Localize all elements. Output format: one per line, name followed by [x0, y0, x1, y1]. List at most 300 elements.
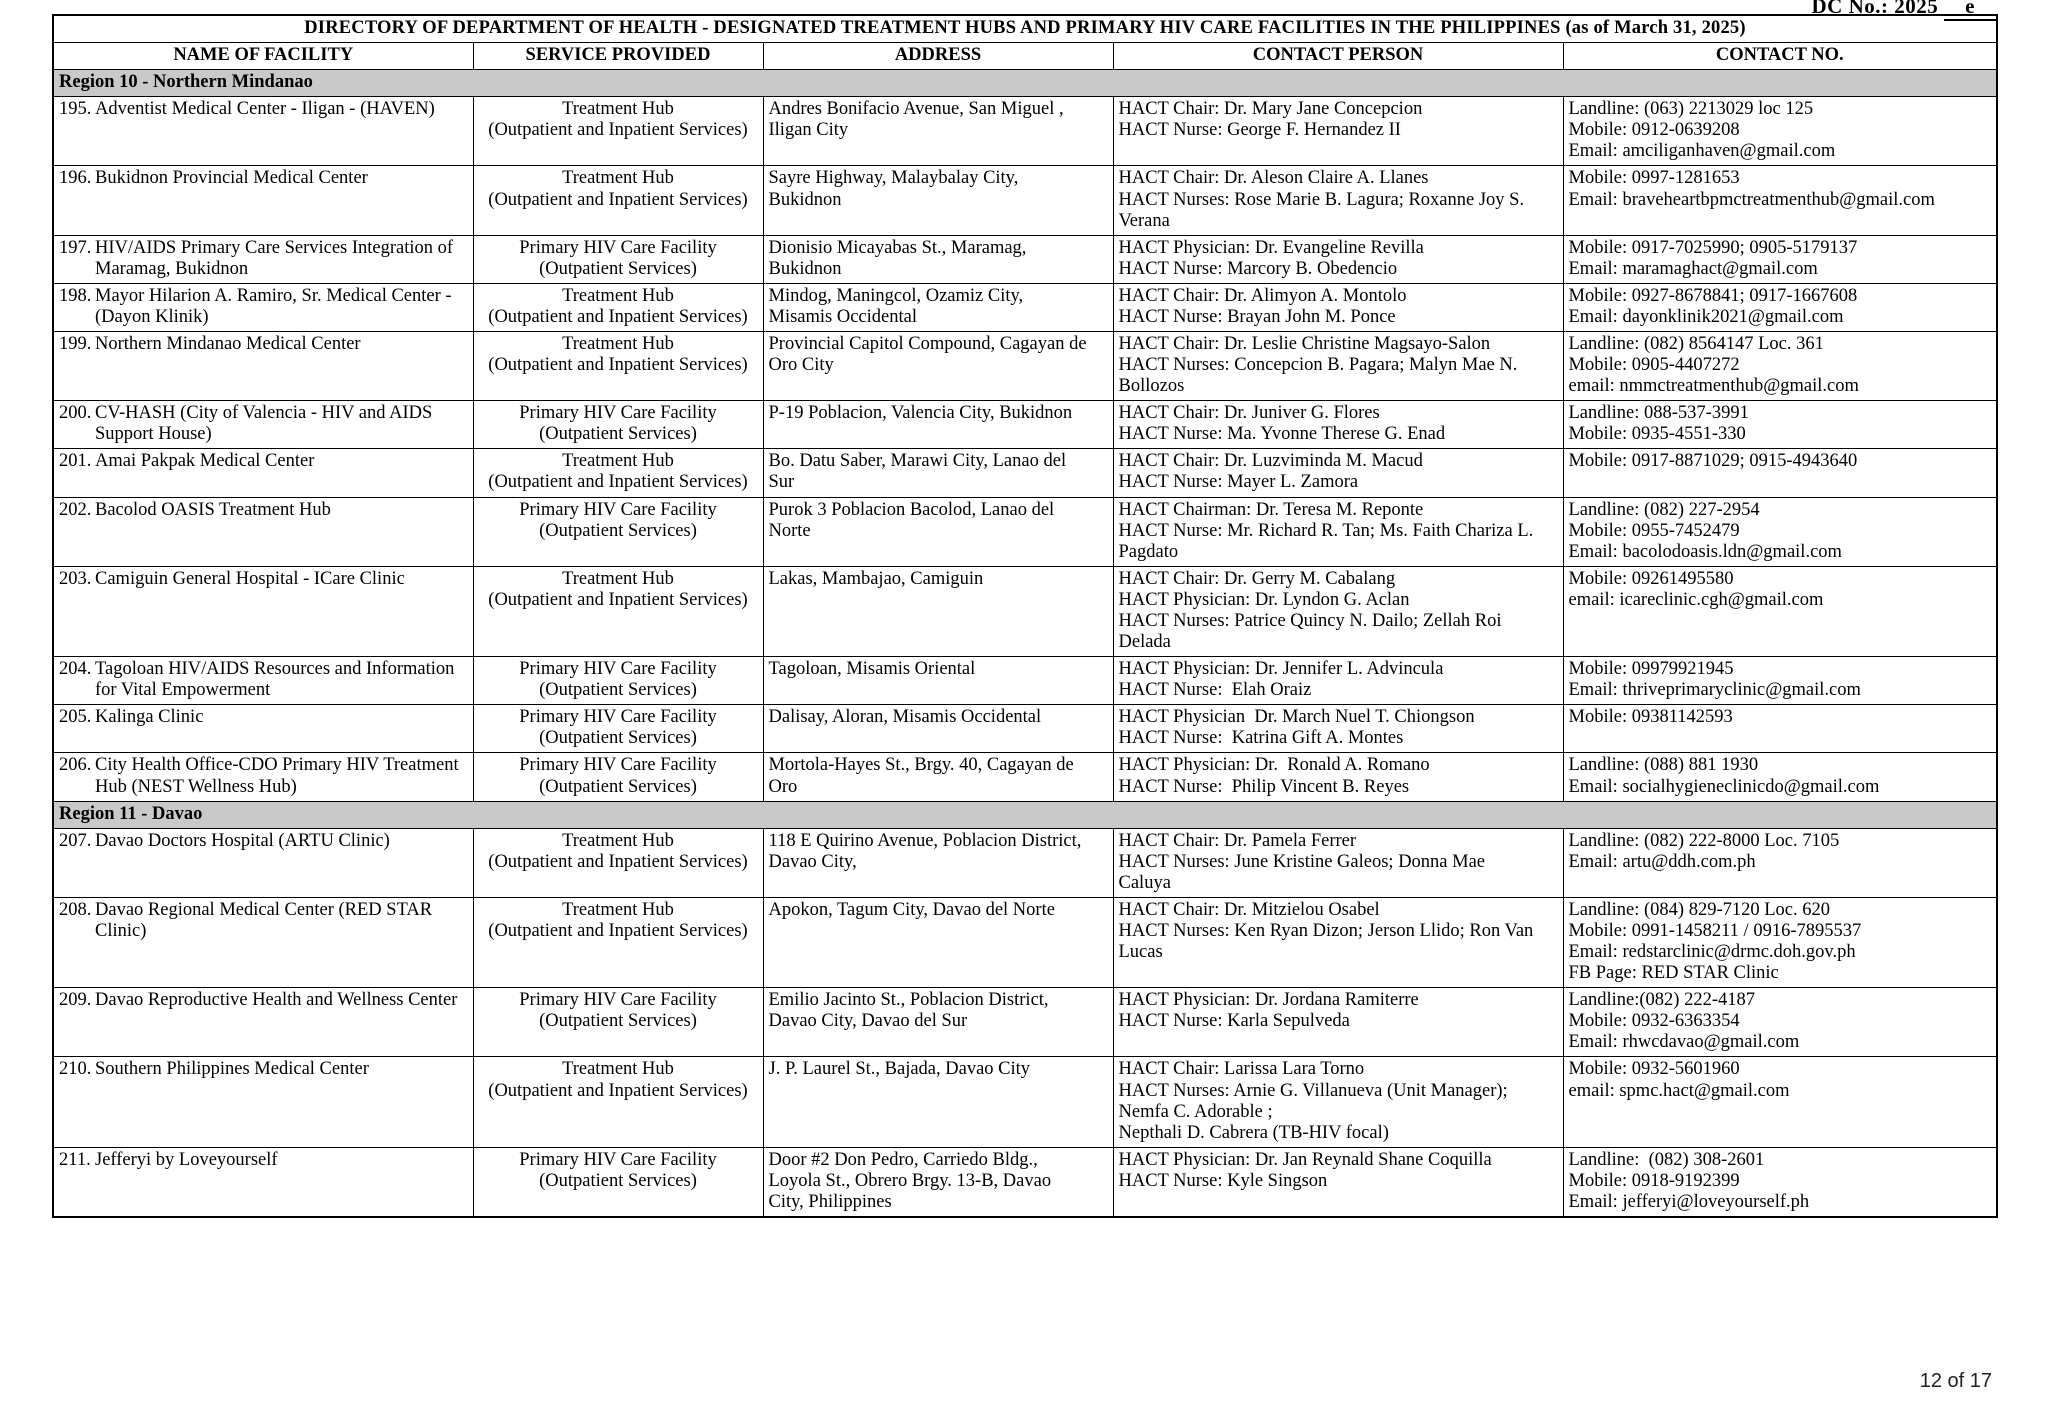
service-provided-cell-line: (Outpatient and Inpatient Services) [488, 589, 748, 610]
contact-person-cell-line: Lucas [1118, 942, 1163, 963]
facility-name: Davao Reproductive Health and Wellness Center [95, 990, 458, 1011]
service-provided-cell [473, 97, 763, 166]
contact-no-cell [1563, 988, 1997, 1057]
contact-no-cell [1563, 166, 1997, 235]
facility-name: Camiguin General Hospital - ICare Clinic [95, 568, 405, 589]
contact-no-cell-line: FB Page: RED STAR Clinic [1568, 963, 1779, 984]
contact-person-cell-line: HACT Physician Dr. March Nuel T. Chiongson [1118, 707, 1475, 728]
contact-person-cell [1113, 166, 1563, 235]
facility-name: HIV/AIDS Primary Care Services Integration of Maramag, Bukidnon [95, 237, 454, 279]
service-provided-cell [473, 1147, 763, 1217]
facility-number: 204. [59, 659, 92, 680]
facility-name: Adventist Medical Center - Iligan - (HAVEN) [95, 99, 435, 120]
contact-no-cell-line: Landline: (082) 308-2601 [1568, 1149, 1765, 1170]
contact-person-cell-line: HACT Nurse: Karla Sepulveda [1118, 1011, 1350, 1032]
table-header-row [53, 43, 1997, 70]
address-cell-line: P-19 Poblacion, Valencia City, Bukidnon [768, 403, 1073, 424]
contact-no-cell-line: Mobile: 0912-0639208 [1568, 120, 1740, 141]
service-provided-cell [473, 1057, 763, 1147]
contact-person-cell-line: HACT Nurses: Arnie G. Villanueva (Unit Manager); [1118, 1080, 1508, 1101]
facility-name: City Health Office-CDO Primary HIV Treatment Hub (NEST Wellness Hub) [95, 755, 459, 797]
facility-name: Amai Pakpak Medical Center [95, 451, 315, 472]
address-cell-line: Provincial Capitol Compound, Cagayan de [768, 334, 1087, 355]
contact-person-cell-line: Delada [1118, 632, 1171, 653]
contact-no-cell [1563, 283, 1997, 331]
address-cell-line: 118 E Quirino Avenue, Poblacion District, [768, 830, 1082, 851]
contact-person-cell-line: HACT Chair: Dr. Gerry M. Cabalang [1118, 568, 1396, 589]
address-cell [763, 1057, 1113, 1147]
contact-person-cell-line: HACT Nurses: Ken Ryan Dizon; Jerson Llido; Ron Van [1118, 920, 1534, 941]
contact-no-cell-line: Landline: (084) 829-7120 Loc. 620 [1568, 899, 1831, 920]
contact-person-cell [1113, 828, 1563, 897]
service-provided-cell-line: (Outpatient and Inpatient Services) [488, 472, 748, 493]
address-cell [763, 332, 1113, 401]
service-provided-cell [473, 657, 763, 705]
contact-person-cell-line: HACT Nurse: Elah Oraiz [1118, 680, 1312, 701]
facility-number: 206. [59, 755, 92, 776]
address-cell-line: Misamis Occidental [768, 306, 917, 327]
address-cell-line: Dalisay, Aloran, Misamis Occidental [768, 707, 1042, 728]
facility-number: 210. [59, 1059, 92, 1080]
address-cell [763, 753, 1113, 801]
table-row [53, 166, 1997, 235]
table-row [53, 988, 1997, 1057]
contact-no-cell-line: Mobile: 0997-1281653 [1568, 168, 1740, 189]
contact-person-cell-line: HACT Chair: Dr. Luzviminda M. Macud [1118, 451, 1423, 472]
service-provided-cell-line: (Outpatient Services) [539, 1170, 697, 1191]
contact-person-cell-line: HACT Chair: Dr. Juniver G. Flores [1118, 403, 1380, 424]
table-title-row [53, 15, 1997, 43]
table-row [53, 235, 1997, 283]
contact-no-cell-line: Email: dayonklinik2021@gmail.com [1568, 306, 1844, 327]
service-provided-cell [473, 497, 763, 566]
contact-person-cell [1113, 753, 1563, 801]
contact-person-cell-line: HACT Chair: Dr. Mitzielou Osabel [1118, 899, 1380, 920]
contact-no-cell-line: Mobile: 09381142593 [1568, 707, 1733, 728]
contact-no-cell-line: Email: artu@ddh.com.ph [1568, 851, 1756, 872]
contact-no-cell-line: Mobile: 0991-1458211 / 0916-7895537 [1568, 920, 1862, 941]
col-header-contact-person: CONTACT PERSON [1113, 43, 1563, 70]
facility-name-cell [53, 401, 473, 449]
facility-name: Jefferyi by Loveyourself [95, 1149, 278, 1170]
address-cell [763, 166, 1113, 235]
service-provided-cell-line: Primary HIV Care Facility [519, 403, 717, 424]
contact-person-cell [1113, 332, 1563, 401]
contact-person-cell-line: HACT Chair: Dr. Mary Jane Concepcion [1118, 99, 1423, 120]
facility-name: CV-HASH (City of Valencia - HIV and AIDS Support House) [95, 403, 433, 445]
address-cell-line: Purok 3 Poblacion Bacolod, Lanao del [768, 499, 1055, 520]
contact-person-cell-line: HACT Physician: Dr. Jan Reynald Shane Coquilla [1118, 1149, 1492, 1170]
facility-number: 198. [59, 285, 92, 306]
service-provided-cell-line: (Outpatient and Inpatient Services) [488, 1080, 748, 1101]
contact-no-cell [1563, 897, 1997, 987]
contact-person-cell-line: HACT Physician: Dr. Jennifer L. Advincula [1118, 659, 1444, 680]
address-cell-line: J. P. Laurel St., Bajada, Davao City [768, 1059, 1031, 1080]
facility-name-cell [53, 753, 473, 801]
service-provided-cell-line: (Outpatient and Inpatient Services) [488, 355, 748, 376]
address-cell [763, 828, 1113, 897]
contact-no-cell [1563, 235, 1997, 283]
contact-no-cell-line: Email: rhwcdavao@gmail.com [1568, 1032, 1800, 1053]
address-cell-line: Dionisio Micayabas St., Maramag, [768, 237, 1027, 258]
service-provided-cell-line: (Outpatient and Inpatient Services) [488, 189, 748, 210]
address-cell-line: Davao City, [768, 851, 857, 872]
address-cell-line: Bukidnon [768, 189, 842, 210]
service-provided-cell-line: Treatment Hub [562, 99, 674, 120]
service-provided-cell-line: Primary HIV Care Facility [519, 237, 717, 258]
contact-no-cell [1563, 753, 1997, 801]
address-cell-line: Oro [768, 776, 798, 797]
contact-no-cell-line: Landline: 088-537-3991 [1568, 403, 1749, 424]
service-provided-cell [473, 449, 763, 497]
service-provided-cell-line: Primary HIV Care Facility [519, 755, 717, 776]
page-footer: 12 of 17 [1919, 1370, 1992, 1392]
contact-no-cell-line: Mobile: 09979921945 [1568, 659, 1734, 680]
address-cell [763, 1147, 1113, 1217]
facility-name-cell [53, 897, 473, 987]
contact-no-cell-line: Email: bacolodoasis.ldn@gmail.com [1568, 541, 1842, 562]
facility-name: Davao Doctors Hospital (ARTU Clinic) [95, 830, 390, 851]
facility-number: 208. [59, 899, 92, 920]
directory-table-body [53, 15, 1997, 1217]
facility-name: Mayor Hilarion A. Ramiro, Sr. Medical Center - (Dayon Klinik) [95, 285, 452, 327]
facility-name-cell [53, 166, 473, 235]
contact-no-cell-line: Landline: (082) 8564147 Loc. 361 [1568, 334, 1824, 355]
service-provided-cell-line: Treatment Hub [562, 285, 674, 306]
contact-person-cell-line: HACT Nurses: June Kristine Galeos; Donna Mae [1118, 851, 1486, 872]
service-provided-cell [473, 332, 763, 401]
table-row [53, 401, 1997, 449]
contact-person-cell-line: Caluya [1118, 872, 1171, 893]
address-cell [763, 566, 1113, 656]
contact-person-cell-line: HACT Nurse: Philip Vincent B. Reyes [1118, 776, 1410, 797]
contact-person-cell [1113, 497, 1563, 566]
contact-person-cell-line: Nemfa C. Adorable ; [1118, 1101, 1273, 1122]
contact-person-cell-line: HACT Nurse: George F. Hernandez II [1118, 120, 1401, 141]
service-provided-cell-line: (Outpatient Services) [539, 424, 697, 445]
facility-name-cell [53, 657, 473, 705]
facility-name-cell [53, 449, 473, 497]
table-row [53, 1057, 1997, 1147]
contact-no-cell-line: Landline: (082) 222-8000 Loc. 7105 [1568, 830, 1840, 851]
service-provided-cell-line: (Outpatient Services) [539, 1011, 697, 1032]
contact-person-cell-line: Bollozos [1118, 376, 1185, 397]
contact-person-cell [1113, 283, 1563, 331]
contact-person-cell-line: HACT Chair: Dr. Pamela Ferrer [1118, 830, 1357, 851]
contact-person-cell-line: Nepthali D. Cabrera (TB-HIV focal) [1118, 1122, 1389, 1143]
contact-no-cell [1563, 449, 1997, 497]
facility-name-cell [53, 988, 473, 1057]
contact-person-cell-line: HACT Nurses: Concepcion B. Pagara; Malyn Mae N. [1118, 355, 1518, 376]
contact-person-cell-line: HACT Physician: Dr. Jordana Ramiterre [1118, 990, 1419, 1011]
contact-no-cell-line: Mobile: 0935-4551-330 [1568, 424, 1746, 445]
contact-person-cell [1113, 705, 1563, 753]
contact-no-cell-line: Mobile: 0932-6363354 [1568, 1011, 1740, 1032]
contact-no-cell-line: Email: socialhygieneclinicdo@gmail.com [1568, 776, 1880, 797]
facility-name: Bukidnon Provincial Medical Center [95, 168, 368, 189]
service-provided-cell [473, 235, 763, 283]
address-cell-line: Mortola-Hayes St., Brgy. 40, Cagayan de [768, 755, 1074, 776]
facility-name-cell [53, 235, 473, 283]
address-cell [763, 235, 1113, 283]
region-header-label: Region 11 - Davao [53, 801, 1997, 828]
service-provided-cell-line: (Outpatient and Inpatient Services) [488, 306, 748, 327]
table-row [53, 705, 1997, 753]
service-provided-cell [473, 166, 763, 235]
directory-table [52, 14, 1998, 1218]
table-row [53, 657, 1997, 705]
facility-name-cell [53, 566, 473, 656]
contact-person-cell-line: HACT Nurse: Marcory B. Obedencio [1118, 258, 1398, 279]
col-header-address: ADDRESS [763, 43, 1113, 70]
contact-person-cell-line: HACT Nurses: Rose Marie B. Lagura; Roxanne Joy S. [1118, 189, 1525, 210]
service-provided-cell [473, 566, 763, 656]
facility-name: Northern Mindanao Medical Center [95, 334, 361, 355]
contact-person-cell [1113, 657, 1563, 705]
service-provided-cell-line: Treatment Hub [562, 899, 674, 920]
address-cell-line: Sayre Highway, Malaybalay City, [768, 168, 1019, 189]
facility-number: 196. [59, 168, 92, 189]
address-cell-line: Lakas, Mambajao, Camiguin [768, 568, 984, 589]
contact-person-cell-line: HACT Nurse: Mr. Richard R. Tan; Ms. Faith Chariza L. [1118, 520, 1534, 541]
region-header-row [53, 801, 1997, 828]
facility-name-cell [53, 828, 473, 897]
service-provided-cell-line: (Outpatient and Inpatient Services) [488, 920, 748, 941]
facility-name-cell [53, 332, 473, 401]
address-cell-line: City, Philippines [768, 1191, 892, 1212]
contact-no-cell-line: Mobile: 0927-8678841; 0917-1667608 [1568, 285, 1858, 306]
table-row [53, 449, 1997, 497]
table-row [53, 332, 1997, 401]
table-row [53, 283, 1997, 331]
service-provided-cell-line: Primary HIV Care Facility [519, 1149, 717, 1170]
region-header-label: Region 10 - Northern Mindanao [53, 70, 1997, 97]
contact-person-cell-line: HACT Nurse: Ma. Yvonne Therese G. Enad [1118, 424, 1446, 445]
service-provided-cell-line: Treatment Hub [562, 1059, 674, 1080]
address-cell-line: Mindog, Maningcol, Ozamiz City, [768, 285, 1024, 306]
contact-person-cell-line: HACT Chair: Larissa Lara Torno [1118, 1059, 1365, 1080]
col-header-name: NAME OF FACILITY [53, 43, 473, 70]
contact-no-cell [1563, 497, 1997, 566]
service-provided-cell-line: Treatment Hub [562, 830, 674, 851]
address-cell-line: Davao City, Davao del Sur [768, 1011, 968, 1032]
contact-no-cell-line: Landline: (063) 2213029 loc 125 [1568, 99, 1814, 120]
address-cell-line: Apokon, Tagum City, Davao del Norte [768, 899, 1055, 920]
doc-code-box: e [1944, 0, 1996, 21]
col-header-contact-no: CONTACT NO. [1563, 43, 1997, 70]
contact-no-cell-line: email: spmc.hact@gmail.com [1568, 1080, 1790, 1101]
service-provided-cell-line: Treatment Hub [562, 451, 674, 472]
contact-person-cell [1113, 449, 1563, 497]
facility-number: 203. [59, 568, 92, 589]
facility-number: 199. [59, 334, 92, 355]
contact-no-cell [1563, 705, 1997, 753]
address-cell [763, 988, 1113, 1057]
contact-person-cell-line: HACT Nurse: Brayan John M. Ponce [1118, 306, 1396, 327]
contact-no-cell [1563, 97, 1997, 166]
service-provided-cell-line: Primary HIV Care Facility [519, 659, 717, 680]
address-cell-line: Loyola St., Obrero Brgy. 13-B, Davao [768, 1170, 1052, 1191]
facility-name-cell [53, 1147, 473, 1217]
contact-no-cell [1563, 657, 1997, 705]
service-provided-cell-line: (Outpatient and Inpatient Services) [488, 120, 748, 141]
contact-no-cell-line: Mobile: 0918-9192399 [1568, 1170, 1740, 1191]
facility-name: Kalinga Clinic [95, 707, 204, 728]
table-row [53, 1147, 1997, 1217]
contact-no-cell-line: Email: thriveprimaryclinic@gmail.com [1568, 680, 1861, 701]
contact-no-cell-line: Mobile: 0905-4407272 [1568, 355, 1740, 376]
contact-person-cell-line: HACT Chair: Dr. Aleson Claire A. Llanes [1118, 168, 1429, 189]
address-cell [763, 97, 1113, 166]
contact-person-cell [1113, 1147, 1563, 1217]
contact-person-cell-line: Pagdato [1118, 541, 1179, 562]
address-cell-line: Emilio Jacinto St., Poblacion District, [768, 990, 1049, 1011]
contact-no-cell [1563, 566, 1997, 656]
service-provided-cell [473, 283, 763, 331]
table-row [53, 497, 1997, 566]
doc-code-prefix: DC No.: 2025 [1811, 0, 1939, 18]
address-cell-line: Bo. Datu Saber, Marawi City, Lanao del [768, 451, 1067, 472]
facility-name: Bacolod OASIS Treatment Hub [95, 499, 331, 520]
contact-no-cell-line: Landline: (082) 227-2954 [1568, 499, 1760, 520]
contact-person-cell-line: HACT Chairman: Dr. Teresa M. Reponte [1118, 499, 1424, 520]
contact-person-cell-line: HACT Nurse: Mayer L. Zamora [1118, 472, 1359, 493]
address-cell [763, 449, 1113, 497]
address-cell-line: Tagoloan, Misamis Oriental [768, 659, 976, 680]
facility-number: 200. [59, 403, 92, 424]
contact-person-cell-line: Verana [1118, 210, 1170, 231]
contact-person-cell-line: HACT Nurse: Kyle Singson [1118, 1170, 1328, 1191]
contact-no-cell-line: Landline: (088) 881 1930 [1568, 755, 1759, 776]
service-provided-cell-line: (Outpatient and Inpatient Services) [488, 851, 748, 872]
address-cell [763, 705, 1113, 753]
contact-no-cell [1563, 332, 1997, 401]
contact-no-cell-line: Email: maramaghact@gmail.com [1568, 258, 1818, 279]
service-provided-cell-line: Primary HIV Care Facility [519, 707, 717, 728]
service-provided-cell-line: (Outpatient Services) [539, 776, 697, 797]
facility-name: Tagoloan HIV/AIDS Resources and Information for Vital Empowerment [95, 659, 455, 701]
address-cell [763, 497, 1113, 566]
contact-person-cell-line: HACT Physician: Dr. Lyndon G. Aclan [1118, 589, 1410, 610]
service-provided-cell-line: Primary HIV Care Facility [519, 499, 717, 520]
service-provided-cell-line: (Outpatient Services) [539, 680, 697, 701]
contact-no-cell-line: Email: redstarclinic@drmc.doh.gov.ph [1568, 942, 1856, 963]
facility-number: 195. [59, 99, 92, 120]
contact-no-cell-line: Email: braveheartbpmctreatmenthub@gmail.com [1568, 189, 1935, 210]
facility-name: Southern Philippines Medical Center [95, 1059, 369, 1080]
service-provided-cell [473, 753, 763, 801]
contact-no-cell-line: Mobile: 09261495580 [1568, 568, 1734, 589]
service-provided-cell-line: Treatment Hub [562, 568, 674, 589]
service-provided-cell [473, 401, 763, 449]
region-header-row [53, 70, 1997, 97]
page-top-edge [0, 0, 2048, 10]
address-cell-line: Sur [768, 472, 795, 493]
service-provided-cell-line: (Outpatient Services) [539, 520, 697, 541]
service-provided-cell-line: Treatment Hub [562, 168, 674, 189]
contact-person-cell-line: HACT Chair: Dr. Alimyon A. Montolo [1118, 285, 1407, 306]
contact-no-cell-line: Mobile: 0955-7452479 [1568, 520, 1740, 541]
facility-name: Davao Regional Medical Center (RED STAR Clinic) [95, 899, 433, 941]
service-provided-cell [473, 897, 763, 987]
service-provided-cell-line: (Outpatient Services) [539, 728, 697, 749]
address-cell-line: Oro City [768, 355, 834, 376]
facility-number: 205. [59, 707, 92, 728]
address-cell-line: Andres Bonifacio Avenue, San Miguel , [768, 99, 1064, 120]
facility-name-cell [53, 497, 473, 566]
facility-name-cell [53, 283, 473, 331]
contact-person-cell [1113, 897, 1563, 987]
address-cell [763, 657, 1113, 705]
service-provided-cell [473, 705, 763, 753]
contact-no-cell [1563, 1147, 1997, 1217]
facility-name-cell [53, 97, 473, 166]
service-provided-cell [473, 988, 763, 1057]
contact-person-cell [1113, 1057, 1563, 1147]
address-cell [763, 897, 1113, 987]
table-row [53, 566, 1997, 656]
contact-no-cell-line: Mobile: 0917-8871029; 0915-4943640 [1568, 451, 1858, 472]
contact-person-cell [1113, 401, 1563, 449]
contact-person-cell-line: HACT Physician: Dr. Ronald A. Romano [1118, 755, 1430, 776]
contact-person-cell-line: HACT Physician: Dr. Evangeline Revilla [1118, 237, 1424, 258]
contact-no-cell [1563, 828, 1997, 897]
address-cell [763, 283, 1113, 331]
contact-no-cell-line: Email: jefferyi@loveyourself.ph [1568, 1191, 1810, 1212]
table-row [53, 97, 1997, 166]
contact-no-cell-line: Mobile: 0932-5601960 [1568, 1059, 1740, 1080]
table-row [53, 897, 1997, 987]
doc-code [1812, 0, 1997, 21]
facility-number: 197. [59, 237, 92, 258]
table-row [53, 828, 1997, 897]
address-cell-line: Bukidnon [768, 258, 842, 279]
contact-person-cell-line: HACT Nurses: Patrice Quincy N. Dailo; Zellah Roi [1118, 610, 1502, 631]
contact-person-cell-line: HACT Chair: Dr. Leslie Christine Magsayo-Salon [1118, 334, 1491, 355]
contact-no-cell-line: email: icareclinic.cgh@gmail.com [1568, 589, 1824, 610]
service-provided-cell-line: Primary HIV Care Facility [519, 990, 717, 1011]
facility-name-cell [53, 1057, 473, 1147]
address-cell-line: Iligan City [768, 120, 849, 141]
contact-no-cell-line: email: nmmctreatmenthub@gmail.com [1568, 376, 1859, 397]
contact-person-cell [1113, 566, 1563, 656]
facility-number: 202. [59, 499, 92, 520]
facility-number: 209. [59, 990, 92, 1011]
col-header-service: SERVICE PROVIDED [473, 43, 763, 70]
contact-person-cell [1113, 235, 1563, 283]
contact-no-cell [1563, 1057, 1997, 1147]
service-provided-cell-line: (Outpatient Services) [539, 258, 697, 279]
facility-name-cell [53, 705, 473, 753]
address-cell-line: Norte [768, 520, 811, 541]
contact-no-cell [1563, 401, 1997, 449]
facility-number: 207. [59, 830, 92, 851]
facility-number: 211. [59, 1149, 91, 1170]
address-cell [763, 401, 1113, 449]
contact-person-cell-line: HACT Nurse: Katrina Gift A. Montes [1118, 728, 1404, 749]
contact-no-cell-line: Email: amciliganhaven@gmail.com [1568, 141, 1836, 162]
table-title: DIRECTORY OF DEPARTMENT OF HEALTH - DESIGNATED TREATMENT HUBS AND PRIMARY HIV CARE FACILITIES IN THE PHILIPPINES (as of March 31, 2025) [53, 15, 1997, 43]
service-provided-cell [473, 828, 763, 897]
contact-person-cell [1113, 97, 1563, 166]
contact-person-cell [1113, 988, 1563, 1057]
contact-no-cell-line: Mobile: 0917-7025990; 0905-5179137 [1568, 237, 1858, 258]
table-row [53, 753, 1997, 801]
address-cell-line: Door #2 Don Pedro, Carriedo Bldg., [768, 1149, 1038, 1170]
facility-number: 201. [59, 451, 92, 472]
service-provided-cell-line: Treatment Hub [562, 334, 674, 355]
contact-no-cell-line: Landline:(082) 222-4187 [1568, 990, 1755, 1011]
